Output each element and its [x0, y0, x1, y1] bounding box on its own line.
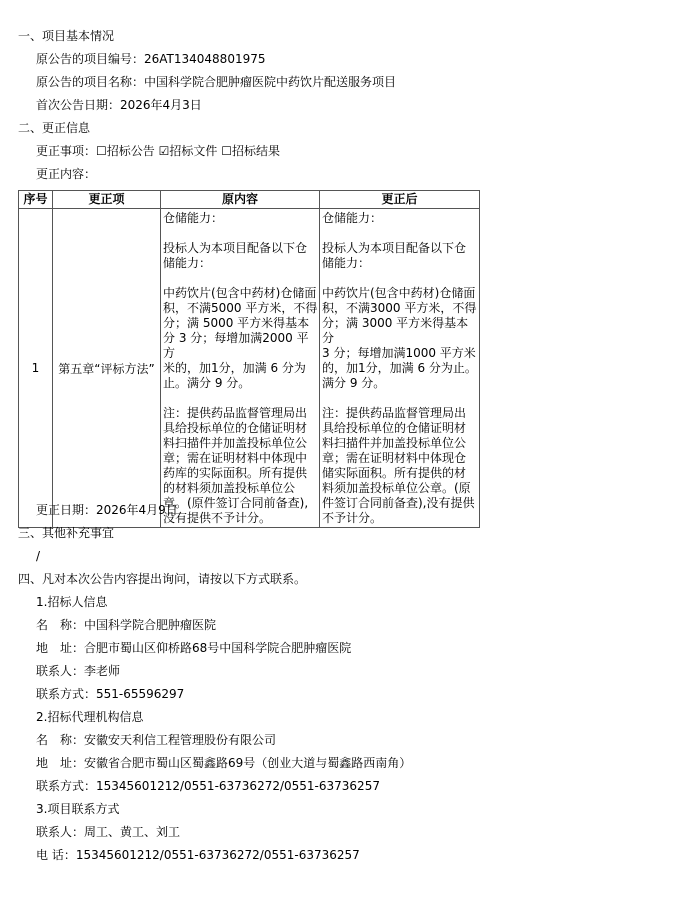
- cell-item: 第五章“评标方法”: [53, 209, 161, 528]
- section4-title: 四、凡对本次公告内容提出询问，请按以下方式联系。: [18, 572, 307, 586]
- cell-original: 仓储能力： 投标人为本项目配备以下仓 储能力： 中药饮片(包含中药材)仓储面 积，不满5000 平方米，不得 分；满 5000 平方米得基本 分 3 分；每增加满2000 平方 米的，加1分，加满 6 分为 止。满分 9 分。 注：提供药品监督管理局出 具给投标单位的仓储证明材 料扫描件并加盖投标单位公 章；需在证明材料中体现中 药库的实际面积。所有提供 的材料须加盖投标单位公 章。(原件签订合同前备查), 没有提供不予计分。: [161, 209, 320, 528]
- section3-content: /: [36, 549, 41, 563]
- checkbox-bid-results[interactable]: ☐: [221, 144, 232, 158]
- table-header-row: [19, 191, 480, 209]
- correction-items: [36, 140, 280, 163]
- header-original: 原内容: [161, 191, 320, 209]
- contact-line: 地 址：合肥市蜀山区仰桥路68号中国科学院合肥肿瘤医院: [36, 641, 352, 655]
- project-number: 原公告的项目编号：26AT134048801975: [36, 52, 266, 66]
- correction-items-label: 更正事项：: [36, 144, 97, 158]
- section3-title: 三、其他补充事宜: [18, 526, 115, 540]
- contact-line: 地 址：安徽省合肥市蜀山区蜀鑫路69号（创业大道与蜀鑫路西南角）: [36, 756, 412, 770]
- header-item: 更正项: [53, 191, 161, 209]
- header-no: 序号: [19, 191, 53, 209]
- contact-line: 名 称：安徽安天利信工程管理股份有限公司: [36, 733, 277, 747]
- contact-line: 3.项目联系方式: [36, 802, 120, 816]
- correction-date: 更正日期：2026年4月9日: [36, 503, 178, 517]
- correction-table: [18, 190, 480, 528]
- project-name: 原公告的项目名称：中国科学院合肥肿瘤医院中药饮片配送服务项目: [36, 75, 397, 89]
- checkbox-bid-documents[interactable]: ☑: [158, 144, 170, 158]
- contact-line: 1.招标人信息: [36, 595, 108, 609]
- cell-corrected: 仓储能力： 投标人为本项目配备以下仓 储能力： 中药饮片(包含中药材)仓储面 积，不满3000 平方米，不得 分；满 3000 平方米得基本分 3 分；每增加满1000 平方米 的，加1分，加满 6 分为止。 满分 9 分。 注：提供药品监督管理局出 具给投标单位的仓储证明材 料扫描件并加盖投标单位公 章；需在证明材料中体现仓 储实际面积。所有提供的材 料须加盖投标单位公章。(原 件签订合同前备查),没有提供 不予计分。: [320, 209, 480, 528]
- contact-line: 2.招标代理机构信息: [36, 710, 144, 724]
- correction-content-label: 更正内容：: [36, 167, 97, 181]
- section1-title: 一、项目基本情况: [18, 29, 115, 43]
- contact-line: 名 称：中国科学院合肥肿瘤医院: [36, 618, 217, 632]
- contact-line: 联系方式：551-65596297: [36, 687, 185, 701]
- table-row: [19, 209, 480, 528]
- contact-line: 联系人：周工、黄工、刘工: [36, 825, 181, 839]
- option-label: 招标结果: [232, 144, 281, 158]
- contact-line: 联系人：李老师: [36, 664, 121, 678]
- contact-line: 电 话：15345601212/0551-63736272/0551-63736257: [36, 848, 360, 862]
- header-corrected: 更正后: [320, 191, 480, 209]
- option-label: 招标公告: [106, 144, 155, 158]
- section2-title: 二、更正信息: [18, 121, 91, 135]
- cell-no: 1: [19, 209, 53, 528]
- checkbox-bid-announcement[interactable]: ☐: [96, 144, 107, 158]
- option-label: 招标文件: [169, 144, 218, 158]
- contact-line: 联系方式：15345601212/0551-63736272/0551-63736257: [36, 779, 380, 793]
- first-announcement-date: 首次公告日期：2026年4月3日: [36, 98, 202, 112]
